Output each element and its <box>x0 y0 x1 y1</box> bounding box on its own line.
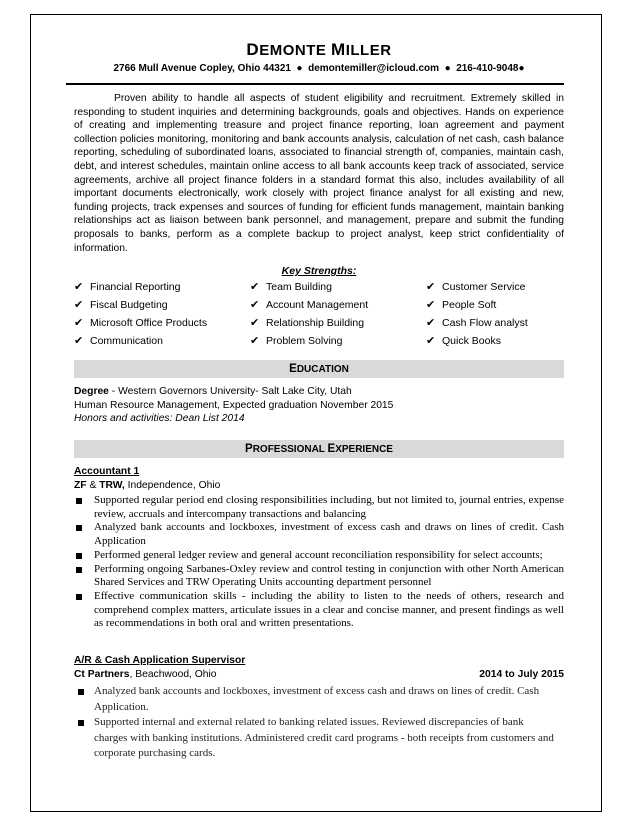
program-line: Human Resource Management, Expected graduation November 2015 <box>74 399 394 411</box>
checkmark-icon: ✔ <box>426 335 436 347</box>
square-bullet-icon <box>76 553 82 559</box>
square-bullet-icon <box>76 498 82 504</box>
checkmark-icon: ✔ <box>74 335 84 347</box>
list-item: Supported regular period end closing responsibilities including, but not limited to, journal entries, expense review, accruals and intercompany transactions and balancing <box>74 494 564 521</box>
bullet-dot-icon: ● <box>441 63 454 74</box>
skill-item: ✔ People Soft <box>426 299 497 311</box>
list-item: Supported internal and external related to banking related issues. Reviewed discrepancies of bank charges with banking institutions. Administered credit card programs - both receipts from customers and corporate purchasing cards. <box>74 715 554 762</box>
bullet-dot-icon: ● <box>518 63 525 74</box>
bullet-dot-icon: ● <box>293 63 306 74</box>
key-strengths-title: Key Strengths: <box>281 265 357 277</box>
skill-item: ✔ Communication <box>74 335 163 347</box>
skill-item: ✔ Quick Books <box>426 335 501 347</box>
company-line: ZF & TRW, Independence, Ohio <box>74 480 221 491</box>
honors-line: Honors and activities: Dean List 2014 <box>74 413 245 424</box>
square-bullet-icon <box>78 689 84 695</box>
summary-paragraph: Proven ability to handle all aspects of student eligibility and recruitment. Extremely skilled in responding to student inquiries and determining backgrounds, goals and objectives. Hands on experience of creating and implementing treasure and project finance reporting, loan agreement and payment collection policies monitoring, monitoring and bank accounts analysis, calculation of net cash, cash balance reporting, scheduling of subordinated loans, associated to financial strength of, companies, maintain cash, debt, and interest schedules, maintain online access to all bank accounts keep track of associated, service agreements, archive all project finance folders in a standard format this also, includes availability of all important documents electronically, work closely with project finance analyst for all existing and new, funding projects, track expenses and sources of funding for efficient funds management, maintain banking relationships act as liaison between bank personnel, and management, prepare and submit the funding proposals to banks, perform as a complete backup to project analyst, keep strict confidentiality of information. <box>74 93 564 254</box>
header-divider <box>66 83 564 85</box>
address: 2766 Mull Avenue Copley, Ohio 44321 <box>113 63 291 74</box>
checkmark-icon: ✔ <box>426 281 436 293</box>
list-item: Analyzed bank accounts and lockboxes, investment of excess cash and draws on lines of credit. Cash Application. <box>74 684 554 715</box>
checkmark-icon: ✔ <box>250 281 260 293</box>
list-item: Analyzed bank accounts and lockboxes, investment of excess cash and draws on lines of credit. Cash Application <box>74 521 564 548</box>
experience-heading: PROFESSIONAL EXPERIENCE <box>74 440 564 458</box>
job-title: A/R & Cash Application Supervisor <box>74 655 246 666</box>
degree-line: Degree - Western Governors University- Salt Lake City, Utah <box>74 386 352 397</box>
checkmark-icon: ✔ <box>74 299 84 311</box>
education-heading: EDUCATION <box>74 360 564 378</box>
checkmark-icon: ✔ <box>426 317 436 329</box>
list-item: Performed general ledger review and general account reconciliation responsibility for select accounts; <box>74 549 564 563</box>
checkmark-icon: ✔ <box>74 317 84 329</box>
square-bullet-icon <box>76 567 82 573</box>
skill-item: ✔ Problem Solving <box>250 335 343 347</box>
checkmark-icon: ✔ <box>250 317 260 329</box>
job-bullets <box>74 494 564 631</box>
contact-line <box>40 63 598 74</box>
skill-item: ✔ Cash Flow analyst <box>426 317 528 329</box>
square-bullet-icon <box>76 525 82 531</box>
list-item: Effective communication skills - including the ability to listen to the needs of others, research and comprehend complex matters, articulate issues in a clear and concise manner, and present findings as well as recommendations in both oral and written presentations. <box>74 590 564 631</box>
checkmark-icon: ✔ <box>74 281 84 293</box>
resume-name: DEMONTE MILLER <box>246 40 392 59</box>
education-block <box>74 385 564 426</box>
phone: 216-410-9048 <box>456 63 519 74</box>
job-title: Accountant 1 <box>74 466 140 477</box>
square-bullet-icon <box>76 594 82 600</box>
email: demontemiller@icloud.com <box>308 63 440 74</box>
checkmark-icon: ✔ <box>250 299 260 311</box>
skill-item: ✔ Fiscal Budgeting <box>74 299 168 311</box>
job-bullets <box>74 684 554 762</box>
job-dates: 2014 to July 2015 <box>479 669 564 680</box>
skill-item: ✔ Relationship Building <box>250 317 365 329</box>
skill-item: ✔ Customer Service <box>426 281 526 293</box>
skill-item: ✔ Account Management <box>250 299 369 311</box>
company-line: Ct Partners, Beachwood, Ohio <box>74 669 217 680</box>
skill-item: ✔ Microsoft Office Products <box>74 317 208 329</box>
list-item: Performing ongoing Sarbanes-Oxley review and control testing in conjunction with other North American Shared Services and TRW Operating Units accounting department personnel <box>74 563 564 590</box>
square-bullet-icon <box>78 720 84 726</box>
skill-item: ✔ Financial Reporting <box>74 281 181 293</box>
checkmark-icon: ✔ <box>250 335 260 347</box>
skill-item: ✔ Team Building <box>250 281 332 293</box>
checkmark-icon: ✔ <box>426 299 436 311</box>
